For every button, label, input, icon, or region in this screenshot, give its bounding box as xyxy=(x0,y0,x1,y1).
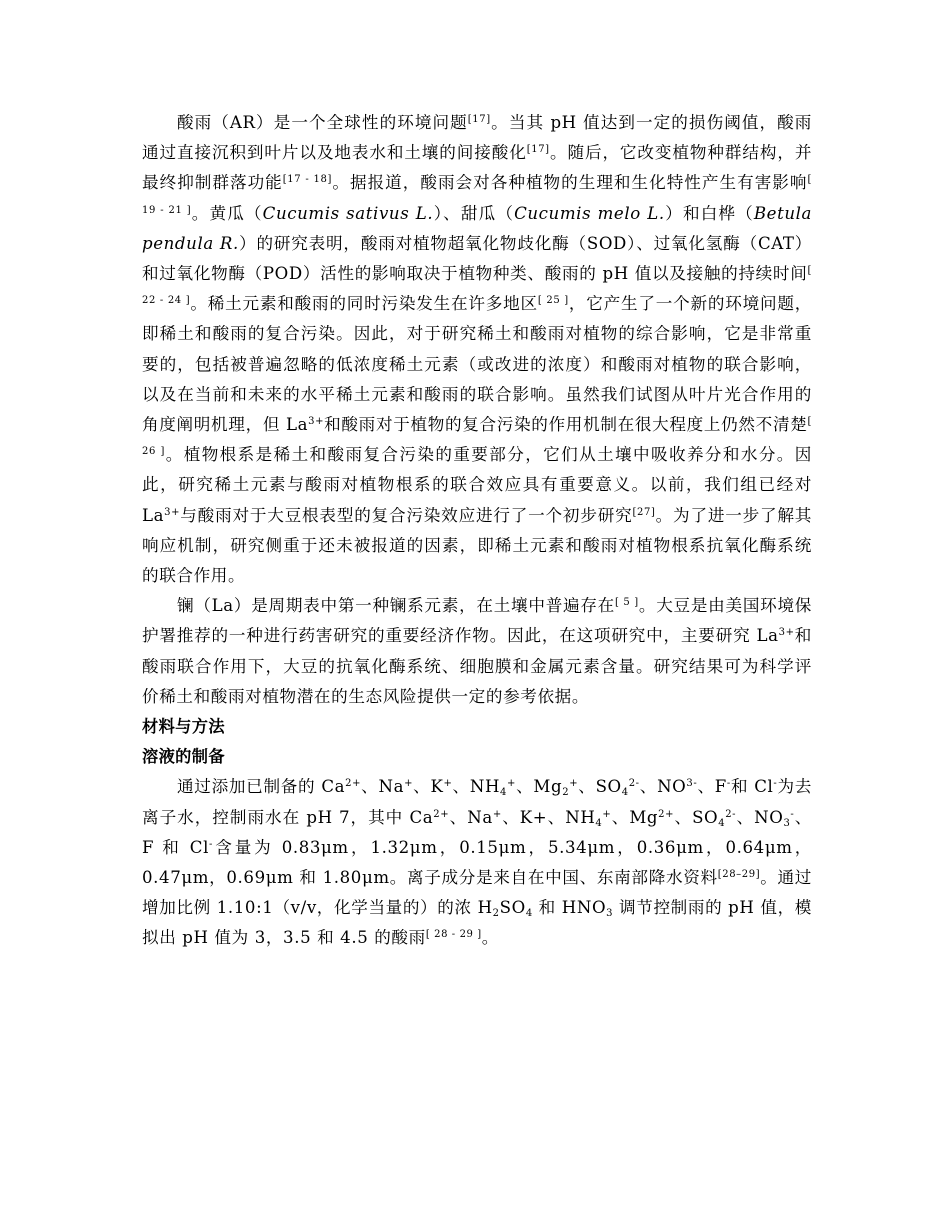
citation: [ 19 - 21 ] xyxy=(142,174,813,216)
citation: [ 22 - 24 ] xyxy=(142,265,812,307)
species-name: Betula pendula R. xyxy=(142,203,813,253)
citation: [ 5 ] xyxy=(614,597,639,609)
species-name: Cucumis melo L. xyxy=(514,203,665,223)
document-page xyxy=(142,108,812,954)
paragraph-solution-preparation: 通过添加已制备的 $Ca^{2+}$、Na+、K+、$NH_4^+$、$Mg_2^+$、$SO_4^{2-}$、$NO^{3-}$、F-和 Cl-为去离子水，控制雨水在 pH 7，其中 $Ca^{2+}$、Na+、K+、$NH_4^+$、$Mg^{2+}$、$SO_4^{2-}$、$NO_3^-$、F 和 Cl-含量为 0.83μm，1.32μm，0.15μm，5.34μm，0.36μm，0.64μm，0.47μm，0.69μm 和 1.80μm。离子成分是来自在中国、东南部降水资料[28–29]。通过增加比例 1.10:1（v/v，化学当量的）的浓 $H_2SO_4$ 和 $HNO_3$ 调节控制雨的 pH 值，模拟出 pH 值为 3，3.5 和 4.5 的酸雨[ 28 - 29 ]。 xyxy=(142,777,813,948)
citation: [28–29] xyxy=(717,869,761,881)
paragraph-lanthanum: 镧（La）是周期表中第一种镧系元素，在土壤中普遍存在[ 5 ]。大豆是由美国环境保护署推荐的一种进行药害研究的重要经济作物。因此，在这项研究中，主要研究 $La^{3+}$和酸雨联合作用下，大豆的抗氧化酶系统、细胞膜和金属元素含量。研究结果可为科学评价稀土和酸雨对植物潜在的生态风险提供一定的参考依据。 xyxy=(142,596,812,706)
citation: [ 26 ] xyxy=(142,416,812,458)
superscript: 3+ xyxy=(778,627,795,639)
citation: [17] xyxy=(526,144,550,156)
superscript: 3+ xyxy=(308,416,325,428)
section-heading-materials-methods: 材料与方法 xyxy=(142,717,225,737)
superscript: 3+ xyxy=(164,506,181,518)
citation: [ 28 - 29 ] xyxy=(425,929,482,941)
citation: [ 25 ] xyxy=(537,295,569,307)
paragraph-intro-acid-rain: 酸雨（AR）是一个全球性的环境问题[17]。当其 pH 值达到一定的损伤阈值，酸雨通过直接沉积到叶片以及地表水和土壤的间接酸化[17]。随后，它改变植物种群结构，并最终抑制群落功能[17 - 18]。据报道，酸雨会对各种植物的生理和生化特性产生有害影响[ 19 - 21 ]。黄瓜（Cucumis sativus L.）、甜瓜（Cucumis melo L.）和白桦（Betula pendula R.）的研究表明，酸雨对植物超氧化物歧化酶（SOD）、过氧化氢酶（CAT）和过氧化物酶（POD）活性的影响取决于植物种类、酸雨的 pH 值以及接触的持续时间[ 22 - 24 ]。稀土元素和酸雨的同时污染发生在许多地区[ 25 ]，它产生了一个新的环境问题，即稀土和酸雨的复合污染。因此，对于研究稀土和酸雨对植物的综合影响，它是非常重要的，包括被普遍忽略的低浓度稀土元素（或改进的浓度）和酸雨对植物的联合影响，以及在当前和未来的水平稀土元素和酸雨的联合影响。虽然我们试图从叶片光合作用的角度阐明机理，但 $La^{3+}$和酸雨对于植物的复合污染的作用机制在很大程度上仍然不清楚[ 26 ]。植物根系是稀土和酸雨复合污染的重要部分，它们从土壤中吸收养分和水分。因此，研究稀土元素与酸雨对植物根系的联合效应具有重要意义。以前，我们组已经对 $La^{3+}$与酸雨对于大豆根表型的复合污染效应进行了一个初步研究[27]。为了进一步了解其响应机制，研究侧重于还未被报道的因素，即稀土元素和酸雨对植物根系抗氧化酶系统的联合作用。 xyxy=(142,113,813,586)
subsection-heading-solution-preparation: 溶液的制备 xyxy=(142,747,225,767)
citation: [27] xyxy=(632,506,656,518)
citation: [17] xyxy=(467,114,491,125)
citation: [17 - 18] xyxy=(282,174,332,186)
species-name: Cucumis sativus L. xyxy=(262,203,434,223)
